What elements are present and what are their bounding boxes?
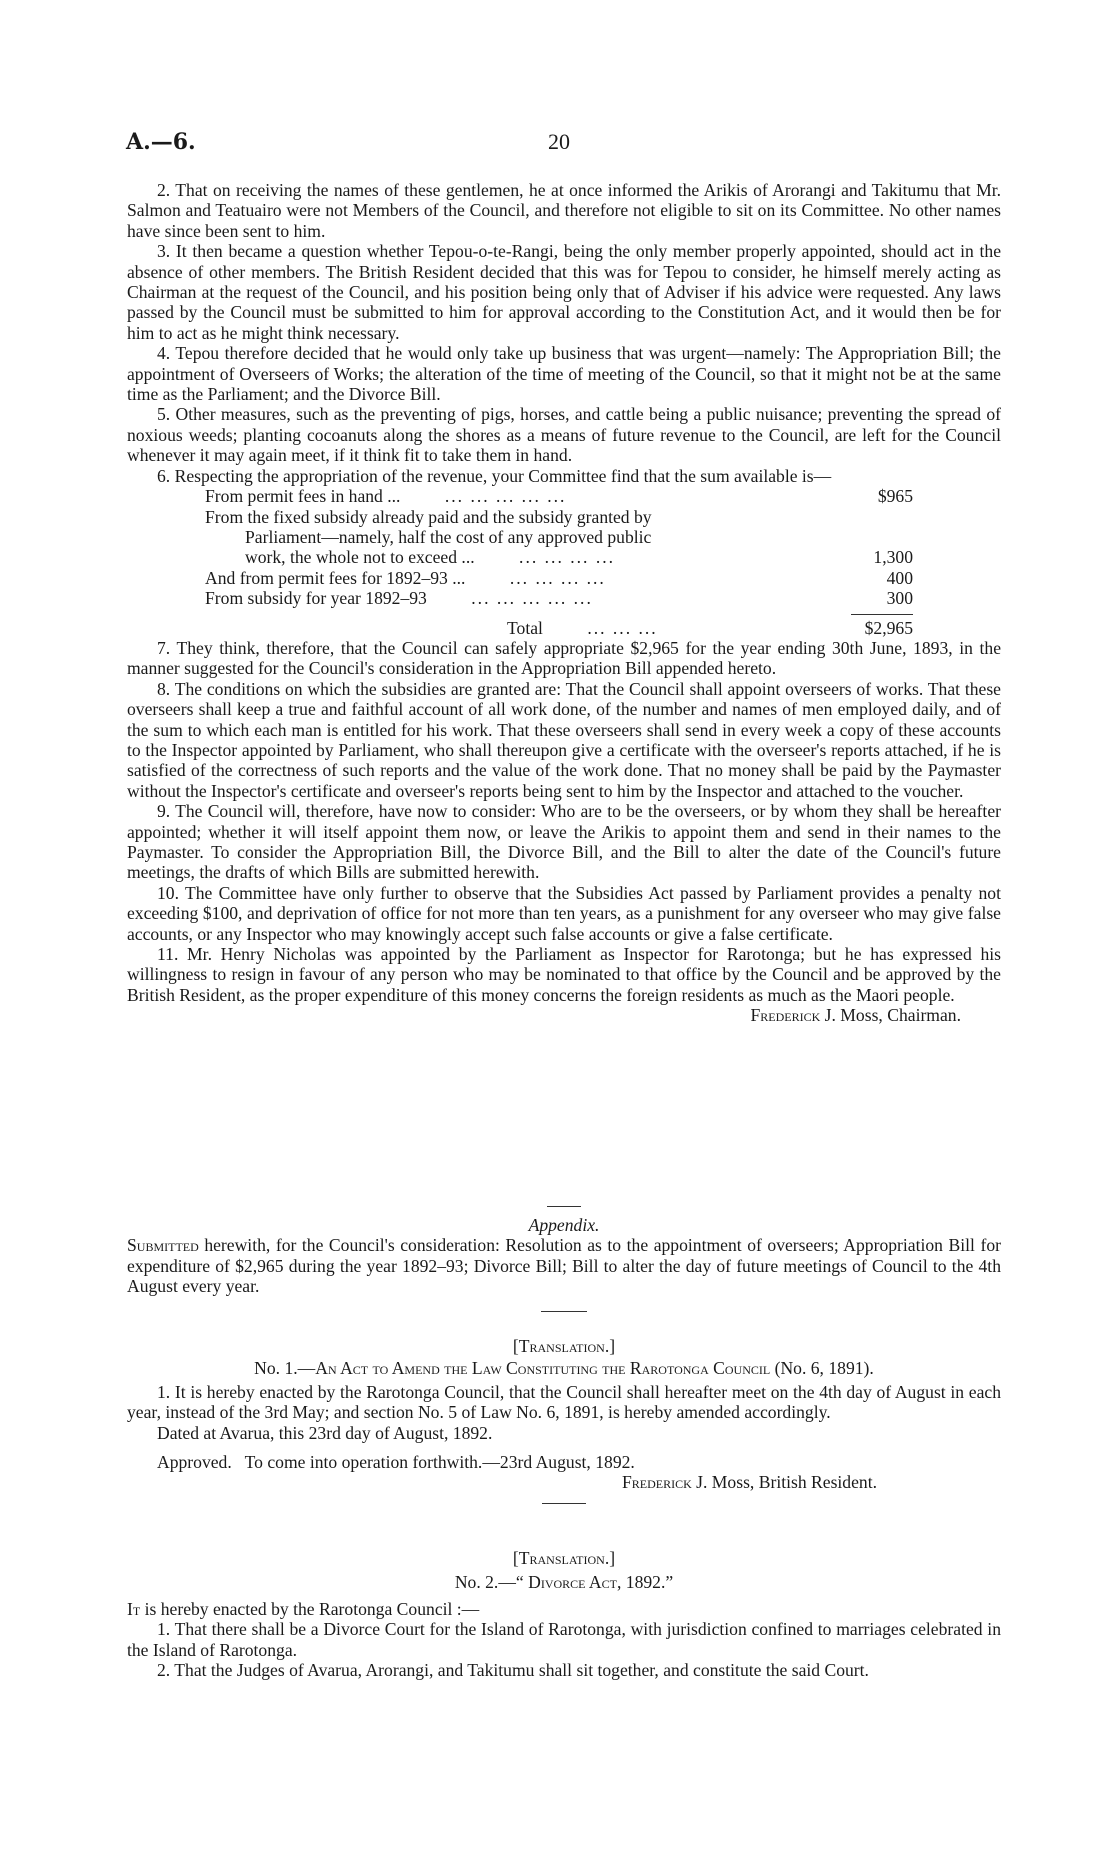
paragraph-6: 6. Respecting the appropriation of the revenue, your Committee find that the sum available is— [157,465,832,486]
act-2 [127,1548,1001,1680]
report-body [127,180,1001,1026]
translation-label: [Translation.] [512,1336,616,1356]
divider [542,1503,586,1504]
act-1-dated: Dated at Avarua, this 23rd day of August, 1892. [157,1422,493,1443]
table-row: work, the whole not to exceed ... ... ... ... ... 1,300 [245,547,913,568]
page-number: 20 [548,129,570,154]
appendix-title: Appendix. [528,1215,600,1235]
document-reference: A.—6. [126,129,196,155]
paragraph-10: 10. The Committee have only further to observe that the Subsidies Act passed by Parliament provides a penalty not exceeding $100, and deprivation of office for not more than ten years, as a punishment for any overseer who may give false accounts, or any Inspector who may knowingly accept such false accounts or give a false certificate. [127,882,1001,944]
revenue-table [205,486,913,638]
table-row: And from permit fees for 1892–93 ... ... ... ... ... 400 [205,567,913,588]
appendix-text: Submitted herewith, for the Council's consideration: Resolution as to the appointment of overseers; Appropriation Bill for expenditure of $2,965 during the year 1892–93; Divorce Bill; Bill to alter the day of future meetings of Council to the 4th August every year. [127,1235,1001,1297]
divider [541,1311,587,1312]
act-1-approved: Approved. To come into operation forthwith.—23rd August, 1892. [157,1452,635,1473]
total-rule [851,614,913,615]
act-2-enacting-clause: It is hereby enacted by the Rarotonga Council :— [127,1598,480,1619]
act-2-section-2: 2. That the Judges of Avarua, Arorangi, and Takitumu shall sit together, and constitute the said Court. [157,1660,869,1681]
table-row: From permit fees in hand ... ... ... ... ... ... $965 [205,486,913,507]
act-2-section-1: 1. That there shall be a Divorce Court for the Island of Rarotonga, with jurisdiction confined to marriages celebrated in the Island of Rarotonga. [127,1619,1001,1660]
paragraph-3: 3. It then became a question whether Tepou-o-te-Rangi, being the only member properly appointed, should act in the absence of other members. The British Resident decided that this was for Tepou to consider, he himself merely acting as Chairman at the request of the Council, and his position being only that of Adviser if his advice were requested. Any laws passed by the Council must be submitted to him for approval according to the Constitution Act, and it would then be for him to act as he might think necessary. [127,241,1001,343]
table-row: From the fixed subsidy already paid and the subsidy granted by [205,506,652,527]
act-1-title: No. 1.—An Act to Amend the Law Constituting the Rarotonga Council (No. 6, 1891). [254,1358,874,1379]
appendix-section [127,1206,1001,1312]
paragraph-2: 2. That on receiving the names of these gentlemen, he at once informed the Arikis of Arorangi and Takitumu that Mr. Salmon and Teatuairo were not Members of the Council, and therefore not eligible to sit on its Committee. No other names have since been sent to him. [127,180,1001,241]
divider [547,1206,581,1207]
act-1 [127,1336,1001,1504]
act-2-title: No. 2.—“ Divorce Act, 1892.” [454,1572,674,1593]
table-row: Parliament—namely, half the cost of any approved public [245,526,652,547]
resident-signature: Frederick J. Moss, British Resident. [621,1472,877,1493]
paragraph-11: 11. Mr. Henry Nicholas was appointed by the Parliament as Inspector for Rarotonga; but he has expressed his willingness to resign in favour of any person who may be nominated to that office by the Council and be approved by the British Resident, as the proper expenditure of this money concerns the foreign residents as much as the Maori people. [127,944,1001,1005]
paragraph-9: 9. The Council will, therefore, have now to consider: Who are to be the overseers, or by whom they shall be hereafter appointed; whether it will itself appoint them now, or leave the Arikis to appoint them and send in their names to the Paymaster. To consider the Appropriation Bill, the Divorce Bill, and the Bill to alter the date of the Council's future meetings, the drafts of which Bills are submitted herewith. [127,801,1001,883]
paragraph-4: 4. Tepou therefore decided that he would only take up business that was urgent—namely: The Appropriation Bill; the appointment of Overseers of Works; the alteration of the time of meeting of the Council, so that it might not be at the same time as the Parliament; and the Divorce Bill. [127,343,1001,405]
table-row: From subsidy for year 1892–93 ... ... ... ... ... 300 [205,588,913,609]
paragraph-7: 7. They think, therefore, that the Council can safely appropriate $2,965 for the year ending 30th June, 1893, in the manner suggested for the Council's consideration in the Appropriation Bill appended hereto. [127,637,1001,679]
chairman-signature: Frederick J. Moss, Chairman. [750,1005,961,1026]
total-row: Total ... ... ... $2,965 [507,617,913,638]
paragraph-5: 5. Other measures, such as the preventing of pigs, horses, and cattle being a public nuisance; preventing the spread of noxious weeds; planting cocoanuts along the shores as a means of future revenue to the Council, are left for the Council whenever it may again meet, if it think fit to take them in hand. [127,404,1001,466]
paragraph-8: 8. The conditions on which the subsidies are granted are: That the Council shall appoint overseers of works. That these overseers shall keep a true and faithful account of all work done, of the number and names of men employed daily, and of the sum to which each man is entitled for his work. That these overseers shall send in every week a copy of these accounts to the Inspector appointed by Parliament, who shall thereupon give a certificate with the overseer's reports attached, if he is satisfied of the correctness of such reports and the value of the work done. That no money shall be paid by the Paymaster without the Inspector's certificate and overseer's reports being sent to him by the Inspector and attached to the voucher. [127,678,1001,801]
act-1-section-1: 1. It is hereby enacted by the Rarotonga Council, that the Council shall hereafter meet on the 4th day of August in each year, instead of the 3rd May; and section No. 5 of Law No. 6, 1891, is hereby amended accordingly. [127,1381,1001,1423]
translation-label: [Translation.] [512,1548,616,1568]
